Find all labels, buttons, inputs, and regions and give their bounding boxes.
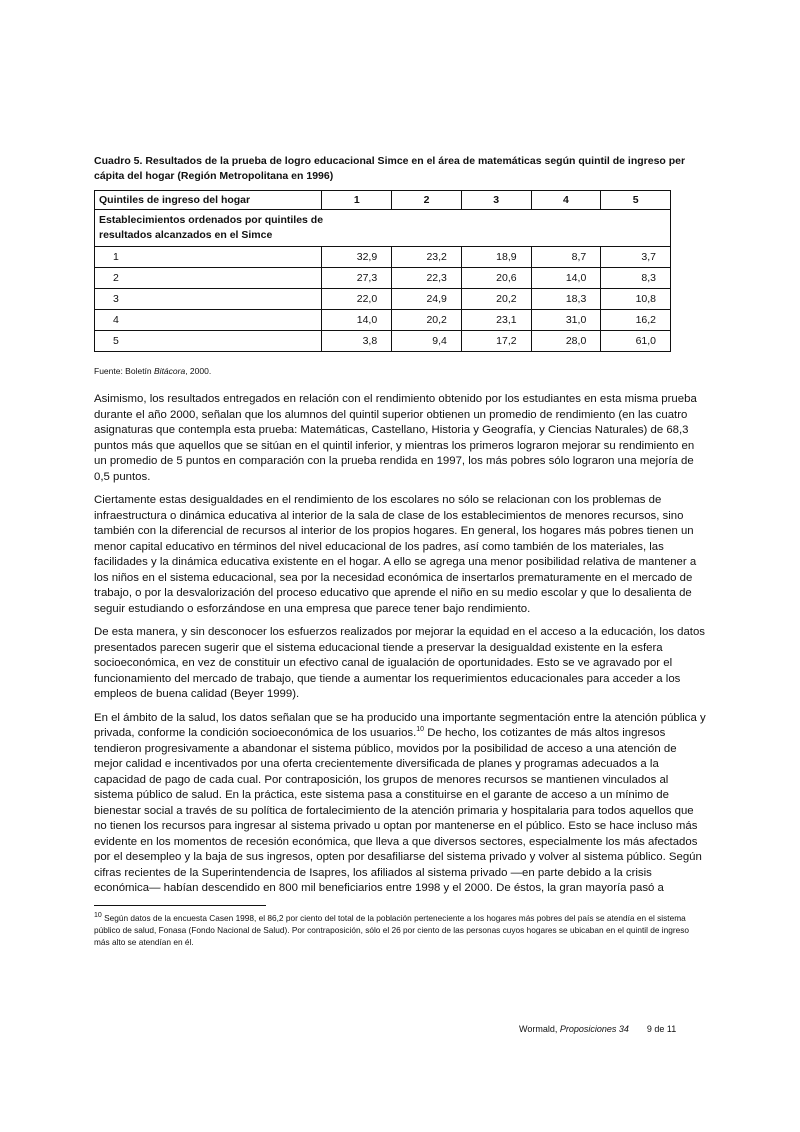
table-cell: 24,9 bbox=[392, 289, 462, 310]
table-cell: 31,0 bbox=[531, 310, 601, 331]
paragraph bbox=[94, 711, 706, 897]
table-header-cell: Quintiles de ingreso del hogar bbox=[95, 191, 322, 210]
table-cell: 32,9 bbox=[322, 247, 392, 268]
table-cell: 18,9 bbox=[461, 247, 531, 268]
table-cell: 17,2 bbox=[461, 331, 531, 352]
table-cell: 14,0 bbox=[531, 268, 601, 289]
table-cell: 61,0 bbox=[601, 331, 671, 352]
table-cell: 10,8 bbox=[601, 289, 671, 310]
table-header-cell: 3 bbox=[461, 191, 531, 210]
table-row bbox=[95, 331, 671, 352]
row-label: 2 bbox=[95, 268, 322, 289]
footnote-divider bbox=[94, 905, 266, 906]
table-cell: 22,0 bbox=[322, 289, 392, 310]
table-cell: 28,0 bbox=[531, 331, 601, 352]
page-content bbox=[94, 154, 706, 948]
footer-author: Wormald, bbox=[519, 1024, 560, 1034]
row-label: 3 bbox=[95, 289, 322, 310]
table-header-cell: 4 bbox=[531, 191, 601, 210]
table-row bbox=[95, 310, 671, 331]
table-header-cell: 2 bbox=[392, 191, 462, 210]
table-row bbox=[95, 247, 671, 268]
footnote bbox=[94, 912, 706, 948]
table-subheader-text: Establecimientos ordenados por quintiles de resultados alcanzados en el Simce bbox=[99, 214, 324, 241]
table-cell: 20,6 bbox=[461, 268, 531, 289]
table-header-cell: 1 bbox=[322, 191, 392, 210]
footnote-number: 10 bbox=[94, 911, 102, 919]
table-caption: Cuadro 5. Resultados de la prueba de logro educacional Simce en el área de matemáticas según quintil de ingreso per cápita del hogar (Región Metropolitana en 1996) bbox=[94, 155, 686, 182]
page-number: 9 de 11 bbox=[646, 1024, 677, 1034]
paragraph-text: En el ámbito de la salud, los datos señalan que se ha producido una importante segmentación entre la atención pública y privada, conforme la condición socioeconómica de los usuarios. bbox=[94, 711, 706, 739]
row-label: 5 bbox=[95, 331, 322, 352]
table-cell: 9,4 bbox=[392, 331, 462, 352]
table-row bbox=[95, 289, 671, 310]
table-cell: 20,2 bbox=[461, 289, 531, 310]
table-cell: 23,1 bbox=[461, 310, 531, 331]
table-cell: 3,8 bbox=[322, 331, 392, 352]
footnote-reference[interactable]: 10 bbox=[416, 726, 425, 734]
paragraph: Ciertamente estas desigualdades en el rendimiento de los escolares no sólo se relacionan con los problemas de infraestructura o dinámica educativa al interior de la sala de clase de los establecimientos de menores recursos, sino también con la diferencial de recursos al interior de los propios hogares. En general, los hogares más pobres tienen un menor capital educativo en términos del nivel educacional de los padres, así como también de los materiales, las facilidades y la dinámica educativa existente en el hogar. A ello se agrega una menor posibilidad relativa de mantener a los niños en el sistema educacional, sea por la necesidad económica de insertarlos prematuramente en el mercado de trabajo, o por la desvalorización del proceso educativo que aprende el niño en su medio escolar y que lo desalienta de seguir estudiando o esforzándose en una empresa que parece tener bajo rendimiento. bbox=[94, 494, 697, 615]
table-header-row bbox=[95, 191, 671, 210]
table-cell: 3,7 bbox=[601, 247, 671, 268]
row-label: 4 bbox=[95, 310, 322, 331]
table-cell: 18,3 bbox=[531, 289, 601, 310]
table-cell: 23,2 bbox=[392, 247, 462, 268]
table-subheader bbox=[95, 210, 671, 247]
footnote-text: Según datos de la encuesta Casen 1998, el 86,2 por ciento del total de la población perteneciente a los hogares más pobres del país se atendía en el sistema público de salud, Fonasa (Fondo Nacional de Salud). Por contraposición, sólo el 26 por ciento de las personas cuyos hogares se ubicaban en el quintil de ingreso más alto se atendían en él. bbox=[94, 912, 689, 947]
footer-journal: Proposiciones 34 bbox=[559, 1024, 629, 1034]
row-label: 1 bbox=[95, 247, 322, 268]
source-suffix: , 2000. bbox=[185, 366, 212, 376]
source-prefix: Fuente: Boletín bbox=[94, 366, 155, 376]
paragraph: De esta manera, y sin desconocer los esfuerzos realizados por mejorar la equidad en el acceso a la educación, los datos presentados parecen sugerir que el sistema educacional tiende a preservar la desigualdad existente en la esfera socioeconómica, en vez de constituir un efectivo canal de igualación de oportunidades. Esto se ve agravado por el funcionamiento del mercado de trabajo, que tiende a aumentar los requerimientos educacionales para acceder a los empleos de buena calidad (Beyer 1999). bbox=[94, 626, 706, 700]
paragraph: Asimismo, los resultados entregados en relación con el rendimiento obtenido por los estudiantes en esta misma prueba durante el año 2000, señalan que los alumnos del quintil superior obtienen un promedio de rendimiento (en las cuatro asignaturas que contempla esta prueba: Matemáticas, Castellano, Historia y Geografía, y Ciencias Naturales) de 68,3 puntos más que aquellos que se sitúan en el quintil inferior, y mientras los primeros lograron mejorar su rendimiento en un promedio de 5 puntos en comparación con la prueba rendida en 1997, los más pobres sólo lograron una mejoría de 0,5 puntos. bbox=[94, 393, 697, 483]
page-footer bbox=[519, 1024, 676, 1034]
table-cell: 20,2 bbox=[392, 310, 462, 331]
results-table bbox=[94, 190, 671, 352]
table-source bbox=[94, 366, 706, 376]
table-subheader-row bbox=[95, 210, 671, 247]
table-cell: 14,0 bbox=[322, 310, 392, 331]
table-cell: 8,7 bbox=[531, 247, 601, 268]
table-cell: 16,2 bbox=[601, 310, 671, 331]
table-cell: 22,3 bbox=[392, 268, 462, 289]
table-cell: 8,3 bbox=[601, 268, 671, 289]
table-cell: 27,3 bbox=[322, 268, 392, 289]
paragraph-text: De hecho, los cotizantes de más altos ingresos tendieron progresivamente a abandonar el sistema público, movidos por la posibilidad de acceso a una atención de mejor calidad e incentivados por una oferta crecientemente diversificada de planes y programas adecuados a la capacidad de pago de cada cual. Por contraposición, los grupos de menores recursos se mantienen vinculados al sistema público de salud. En la práctica, este sistema pasa a constituirse en el garante de acceso a un mínimo de bienestar social a través de su política de fortalecimiento de la atención primaria y hospitalaria para todos aquellos que no tienen los recursos para ingresar al sistema privado u optan por mantenerse en el público. Esto se hace incluso más evidente en los momentos de recesión económica, que lleva a que diversos sectores, especialmente los más afectados por el desempleo y la baja de sus ingresos, opten por desafiliarse del sistema privado y volver al sistema público. Según cifras recientes de la Superintendencia de Isapres, los afiliados al sistema privado —en parte debido a la crisis económica— habían descendido en 800 mil beneficiarios entre 1998 y el 2000. De éstos, la gran mayoría pasó a bbox=[94, 727, 702, 894]
source-title: Bitácora bbox=[154, 366, 186, 376]
table-header-cell: 5 bbox=[601, 191, 671, 210]
table-row bbox=[95, 268, 671, 289]
